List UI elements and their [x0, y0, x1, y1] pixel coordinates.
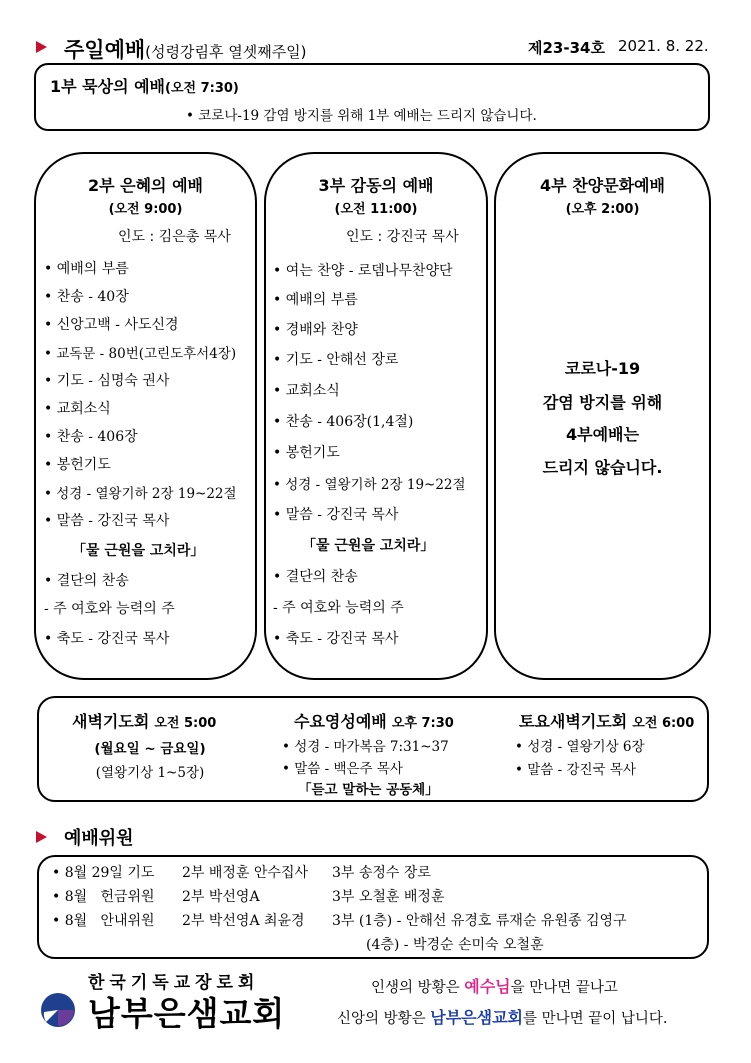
dawn-prayer-time: 오전 5:00	[154, 716, 217, 731]
wed-service-time: 오후 7:30	[391, 716, 454, 731]
service4-title: 4부 찬양문화예배	[540, 176, 665, 195]
service1-heading	[50, 74, 239, 97]
committee-row-part2: 2부 박선영A 최윤경	[182, 913, 305, 929]
slogan-1-start: 인생의 방황은	[371, 980, 465, 996]
list-item: • 교회소식	[273, 383, 340, 399]
church-logo-icon	[40, 992, 76, 1028]
issue-number: 제23-34호	[528, 39, 605, 57]
service4-notice-line: 감염 방지를 위해	[542, 393, 663, 412]
list-item: • 예배의 부름	[273, 292, 358, 308]
service3-leader: 인도 : 강진국 목사	[346, 229, 459, 245]
committee-title: 예배위원	[64, 828, 134, 849]
wed-sermon-title: 「듣고 말하는 공동체」	[298, 782, 439, 798]
list-item: • 말씀 - 강진국 목사	[515, 762, 636, 778]
committee-row-part3: 3부 (1층) - 안해선 유경호 류재순 유원종 김영구	[332, 913, 627, 929]
committee-bullet-icon	[36, 831, 47, 843]
header-bullet-icon	[36, 41, 47, 53]
list-item: • 교회소식	[44, 401, 111, 417]
service1-time: (오전 7:30)	[165, 81, 239, 96]
list-item: • 성경 - 마가복음 7:31~37	[282, 739, 449, 755]
committee-row-label: • 8월 29일 기도	[52, 865, 155, 881]
issue-date: 2021. 8. 22.	[618, 37, 709, 55]
list-item: • 말씀 - 강진국 목사	[273, 507, 399, 523]
dawn-prayer-heading	[72, 709, 216, 732]
slogan-1-end: 을 만나면 끝나고	[510, 980, 618, 996]
list-item: • 축도 - 강진국 목사	[273, 631, 399, 647]
service1-title: 1부 묵상의 예배	[50, 77, 166, 96]
list-item: • 성경 - 열왕기하 2장 19~22절	[44, 486, 237, 502]
slogan-2-start: 신앙의 방황은	[337, 1011, 431, 1027]
service2-time: (오전 9:00)	[108, 202, 183, 217]
committee-row-part2: 2부 배정훈 안수집사	[182, 865, 308, 881]
slogan-1-highlight: 예수님	[464, 977, 511, 996]
sat-prayer-heading	[519, 709, 694, 732]
service4-notice-line: 4부예배는	[566, 425, 639, 444]
list-item: • 성경 - 열왕기하 2장 19~22절	[273, 477, 466, 493]
service2-title: 2부 은혜의 예배	[87, 176, 203, 195]
list-item: • 찬송 - 406장	[44, 429, 138, 445]
list-item: • 예배의 부름	[44, 261, 129, 277]
page-title: 주일예배	[64, 38, 146, 62]
committee-row-part2: 2부 박선영A	[182, 889, 260, 905]
list-item: • 성경 - 열왕기상 6장	[515, 739, 645, 755]
list-item: • 경배와 찬양	[273, 322, 358, 338]
service2-sermon-title: 「물 근원을 고치라」	[72, 543, 205, 559]
list-item: • 기도 - 안해선 장로	[273, 352, 399, 368]
service3-time: (오전 11:00)	[334, 202, 418, 217]
dawn-prayer-title: 새벽기도회	[72, 712, 150, 731]
list-item: • 신앙고백 - 사도신경	[44, 317, 179, 333]
list-item: • 기도 - 심명숙 권사	[44, 373, 170, 389]
committee-row-continuation: (4층) - 박경순 손미숙 오철훈	[366, 937, 544, 953]
wed-service-title: 수요영성예배	[294, 712, 387, 731]
service2-leader: 인도 : 김은총 목사	[118, 229, 231, 245]
slogan-line-1	[371, 974, 618, 997]
committee-row-label: • 8월 안내위원	[52, 913, 155, 929]
list-item: • 봉헌기도	[273, 445, 340, 461]
sat-prayer-title: 토요새벽기도회	[519, 712, 628, 731]
list-item: • 말씀 - 백은주 목사	[282, 761, 403, 777]
sat-prayer-time: 오전 6:00	[632, 716, 695, 731]
list-item: • 말씀 - 강진국 목사	[44, 513, 170, 529]
committee-row-label: • 8월 헌금위원	[52, 889, 155, 905]
list-item: • 결단의 찬송	[44, 573, 129, 589]
service4-time: (오후 2:00)	[565, 202, 640, 217]
list-item: • 결단의 찬송	[273, 569, 358, 585]
list-item: • 교독문 - 80번(고린도후서4장)	[44, 346, 237, 362]
wed-service-heading	[294, 709, 454, 732]
church-name: 남부은샘교회	[88, 994, 286, 1033]
dawn-prayer-days: (월요일 ~ 금요일)	[94, 741, 206, 757]
service4-notice-line: 코로나-19	[564, 359, 641, 378]
list-item: • 찬송 - 40장	[44, 289, 129, 305]
service3-title: 3부 감동의 예배	[318, 176, 434, 195]
slogan-2-end: 를 만나면 끝이 납니다.	[523, 1011, 668, 1027]
page-subtitle: (성령강림후 열셋째주일)	[145, 43, 307, 61]
list-item: • 찬송 - 406장(1,4절)	[273, 414, 414, 430]
service1-note: • 코로나-19 감염 방지를 위해 1부 예배는 드리지 않습니다.	[186, 108, 537, 124]
dawn-prayer-text: (열왕기상 1~5장)	[95, 765, 205, 781]
list-item: • 여는 찬양 - 로뎀나무찬양단	[273, 263, 453, 279]
slogan-2-highlight: 남부은샘교회	[430, 1008, 524, 1027]
header-title-group	[64, 34, 307, 64]
service3-sermon-title: 「물 근원을 고치라」	[302, 538, 435, 554]
committee-row-part3: 3부 오철훈 배정훈	[332, 889, 445, 905]
denomination-name: 한국기독교장로회	[88, 973, 260, 993]
list-item: - 주 여호와 능력의 주	[273, 600, 404, 616]
list-item: • 축도 - 강진국 목사	[44, 631, 170, 647]
slogan-line-2	[337, 1005, 668, 1028]
list-item: - 주 여호와 능력의 주	[44, 601, 175, 617]
list-item: • 봉헌기도	[44, 457, 111, 473]
committee-row-part3: 3부 송정수 장로	[332, 865, 431, 881]
service4-notice-line: 드리지 않습니다.	[542, 458, 663, 477]
service4-box	[494, 152, 711, 680]
